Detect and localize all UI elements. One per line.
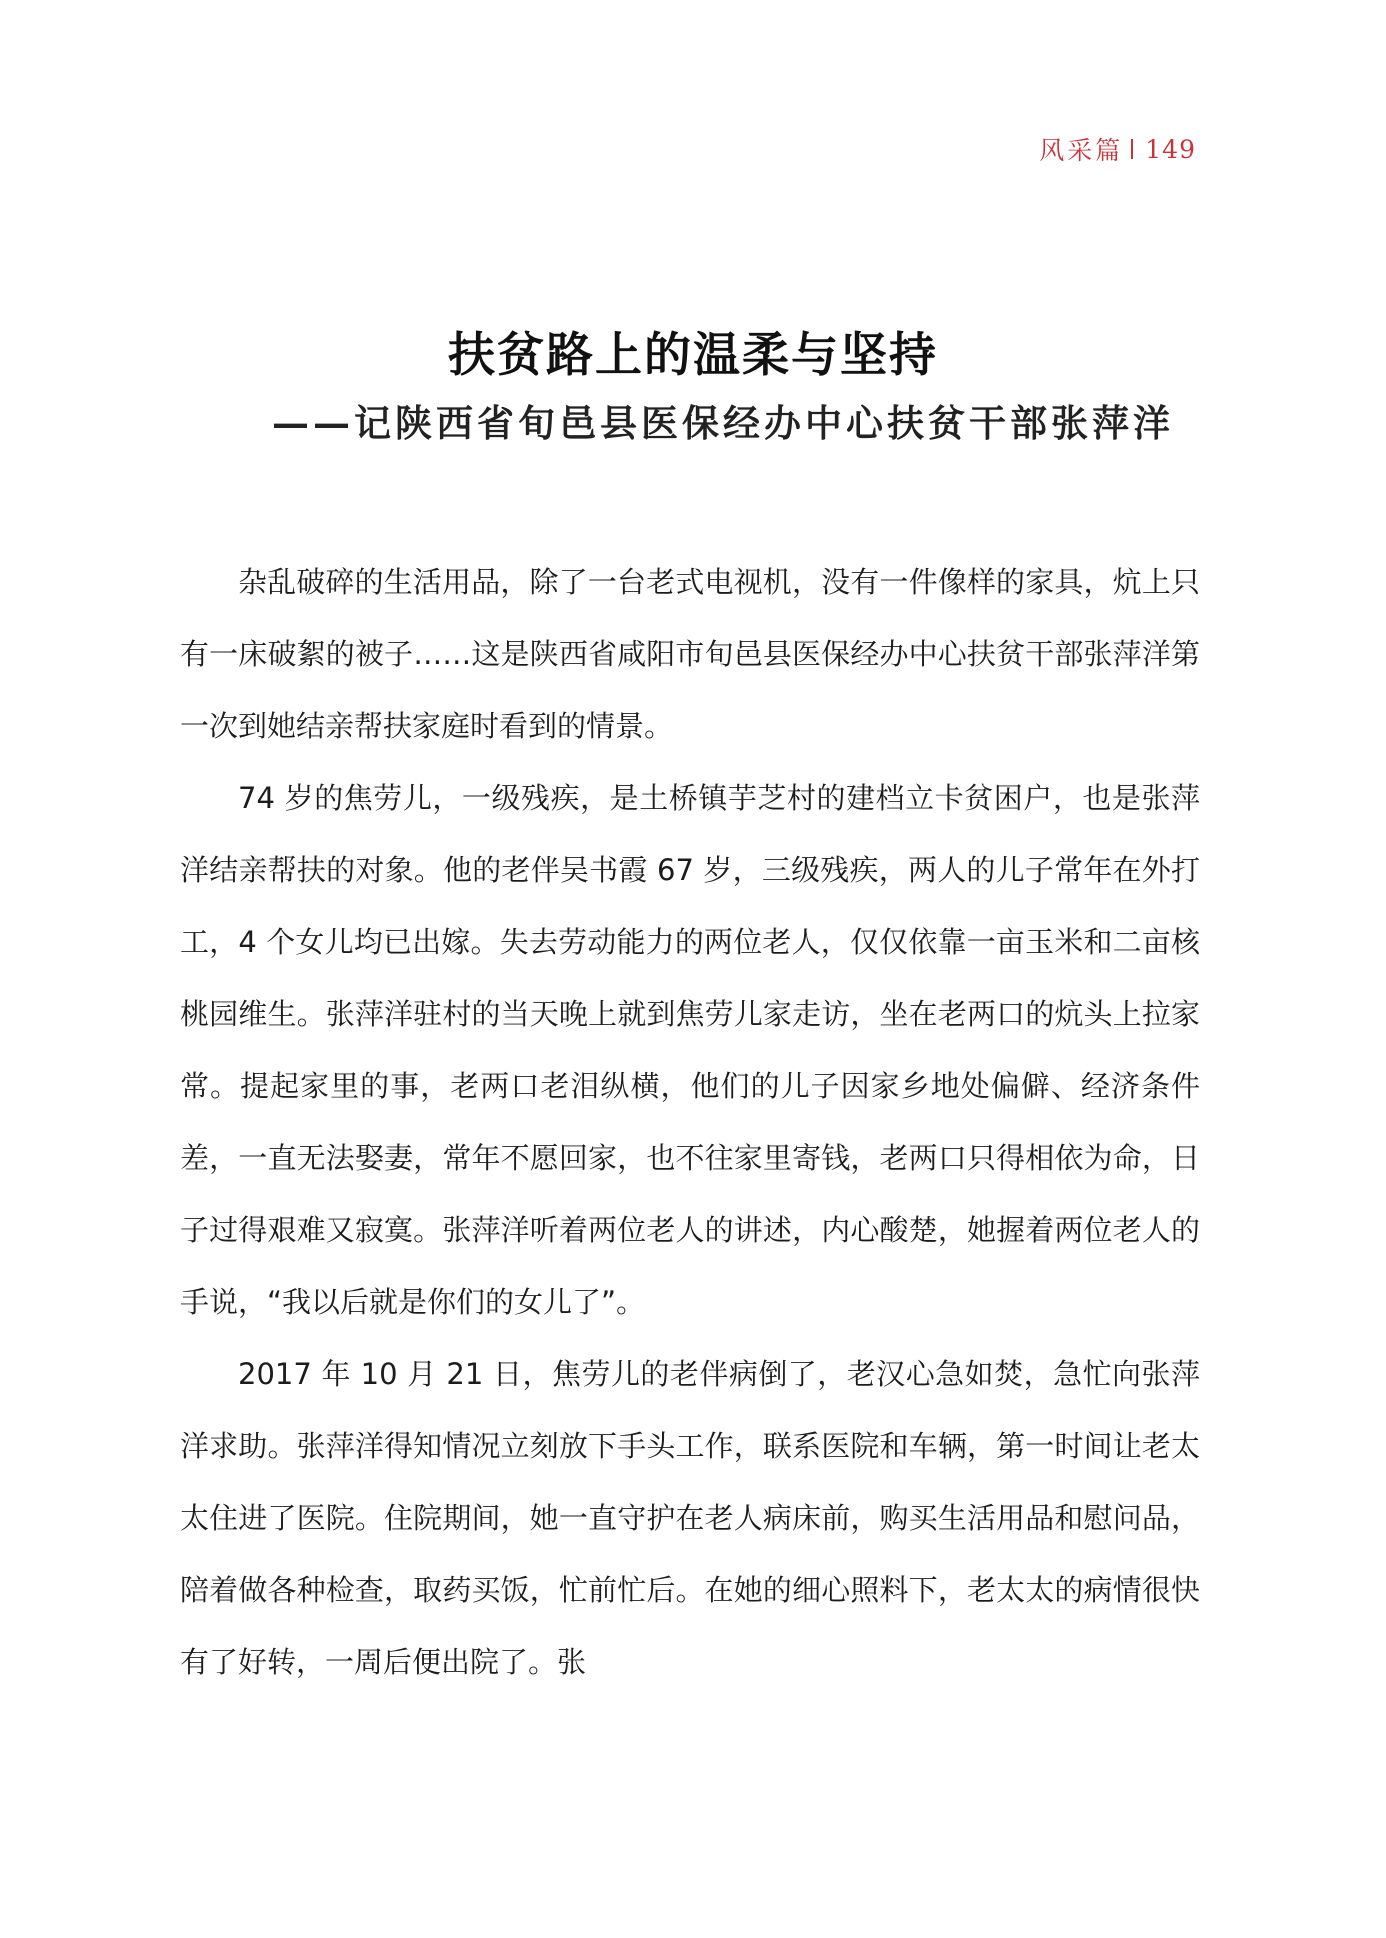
running-header <box>1039 131 1196 167</box>
article-title: 扶贫路上的温柔与坚持 <box>448 328 938 383</box>
page-number: 149 <box>1145 134 1196 164</box>
body-paragraph-3: 2017 年 10 月 21 日，焦劳儿的老伴病倒了，老汉心急如焚，急忙向张萍洋求助。张萍洋得知情况立刻放下手头工作，联系医院和车辆，第一时间让老太太住进了医院。住院期间，她一直守护在老人病床前，购买生活用品和慰问品，陪着做各种检查，取药买饭，忙前忙后。在她的细心照料下，老太太的病情很快有了好转，一周后便出院了。张 <box>180 1357 1200 1679</box>
body-paragraph-2: 74 岁的焦劳儿，一级残疾，是土桥镇芋芝村的建档立卡贫困户，也是张萍洋结亲帮扶的对象。他的老伴吴书霞 67 岁，三级残疾，两人的儿子常年在外打工，4 个女儿均已出嫁。失去劳动能力的两位老人，仅仅依靠一亩玉米和二亩核桃园维生。张萍洋驻村的当天晚上就到焦劳儿家走访，坐在老两口的炕头上拉家常。提起家里的事，老两口老泪纵横，他们的儿子因家乡地处偏僻、经济条件差，一直无法娶妻，常年不愿回家，也不往家里寄钱，老两口只得相依为命，日子过得艰难又寂寞。张萍洋听着两位老人的讲述，内心酸楚，她握着两位老人的手说，“我以后就是你们的女儿了”。 <box>180 781 1200 1319</box>
section-title: 风采篇 <box>1039 136 1124 165</box>
article-body <box>180 546 1200 1698</box>
article-subtitle: ——记陕西省旬邑县医保经办中心扶贫干部张萍洋 <box>272 401 1174 445</box>
body-paragraph-1: 杂乱破碎的生活用品，除了一台老式电视机，没有一件像样的家具，炕上只有一床破絮的被子……这是陕西省咸阳市旬邑县医保经办中心扶贫干部张萍洋第一次到她结亲帮扶家庭时看到的情景。 <box>180 565 1200 743</box>
article-title-block <box>0 326 1386 448</box>
header-divider <box>1131 139 1133 159</box>
